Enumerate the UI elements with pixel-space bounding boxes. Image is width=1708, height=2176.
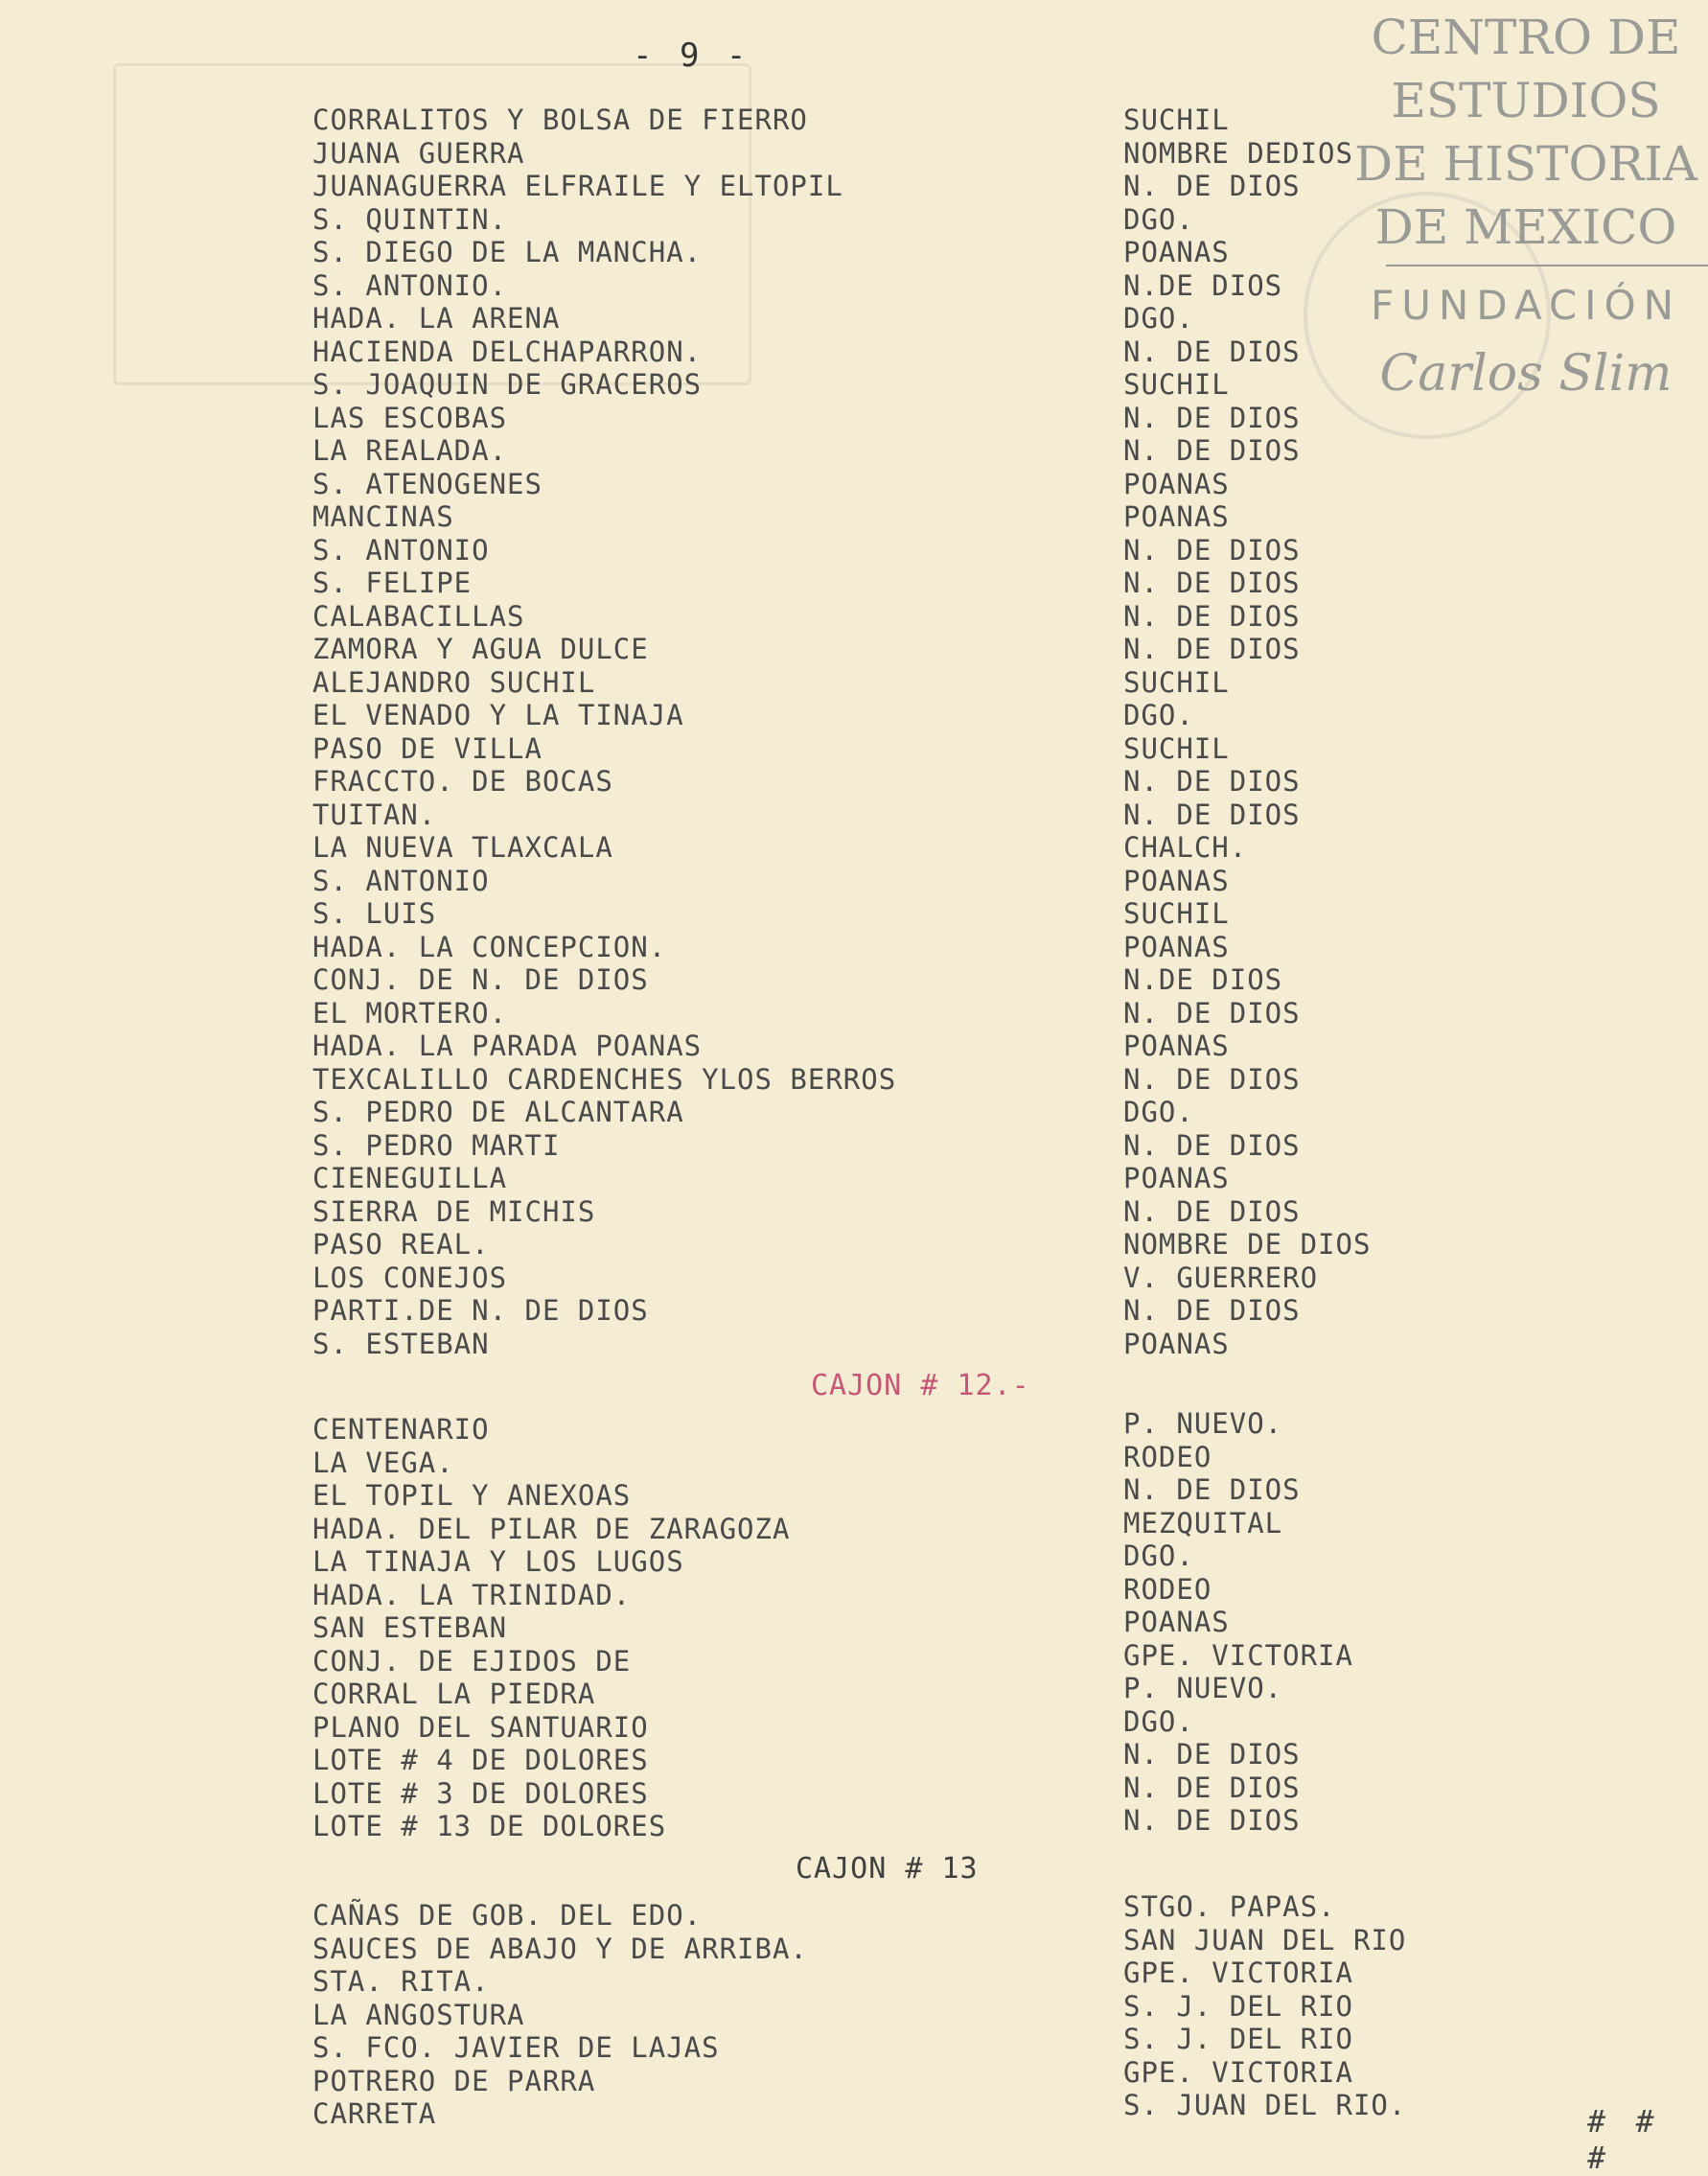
watermark-foundation: FUNDACIÓN <box>1370 282 1682 329</box>
municipality-name: DGO. <box>1123 302 1194 335</box>
municipality-name: POANAS <box>1123 930 1230 963</box>
place-name: CAÑAS DE GOB. DEL EDO. <box>312 1899 703 1932</box>
place-name: PARTI.DE N. DE DIOS <box>312 1294 649 1327</box>
municipality-name: N. DE DIOS <box>1123 170 1301 202</box>
municipality-name: RODEO <box>1123 1572 1212 1606</box>
watermark-line-1: CENTRO DE <box>1371 10 1681 65</box>
municipality-name: N. DE DIOS <box>1123 765 1301 798</box>
municipality-name: MEZQUITAL <box>1123 1506 1283 1539</box>
section2-municipalities <box>1123 1407 1353 1838</box>
cajon-13-heading: CAJON # 13 <box>796 1852 979 1886</box>
place-name: HADA. DEL PILAR DE ZARAGOZA <box>312 1512 791 1545</box>
municipality-name: POANAS <box>1123 500 1230 533</box>
place-name: TUITAN. <box>312 798 437 831</box>
place-name: LOS CONEJOS <box>312 1261 508 1294</box>
municipality-name: POANAS <box>1123 236 1230 268</box>
place-name: LA VEGA. <box>312 1446 454 1479</box>
municipality-name: SUCHIL <box>1123 897 1230 930</box>
municipality-name: DGO. <box>1123 1704 1194 1738</box>
municipality-name: SAN JUAN DEL RIO <box>1123 1923 1407 1956</box>
municipality-name: N. DE DIOS <box>1123 1804 1301 1837</box>
place-name: S. ANTONIO <box>312 864 490 897</box>
municipality-name: GPE. VICTORIA <box>1123 1956 1353 1989</box>
place-name: JUANA GUERRA <box>312 136 525 170</box>
place-name: EL VENADO Y LA TINAJA <box>312 699 684 731</box>
municipality-name: N. DE DIOS <box>1123 1473 1301 1506</box>
place-name: LA TINAJA Y LOS LUGOS <box>312 1545 684 1578</box>
place-name: CONJ. DE N. DE DIOS <box>312 963 649 996</box>
municipality-name: DGO. <box>1123 1539 1194 1572</box>
municipality-name: SUCHIL <box>1123 665 1230 699</box>
section3-places <box>312 1899 808 2131</box>
watermark-line-3: DE HISTORIA <box>1354 136 1697 192</box>
place-name: LOTE # 4 DE DOLORES <box>312 1744 649 1776</box>
place-name: PASO REAL. <box>312 1228 490 1261</box>
municipality-name: POANAS <box>1123 864 1230 897</box>
place-name: CORRALITOS Y BOLSA DE FIERRO <box>312 104 808 136</box>
municipality-name: N. DE DIOS <box>1123 1194 1301 1228</box>
municipality-name: RODEO <box>1123 1440 1212 1473</box>
municipality-name: N.DE DIOS <box>1123 268 1283 302</box>
municipality-name: POANAS <box>1123 1606 1230 1638</box>
municipality-name: NOMBRE DEDIOS <box>1123 136 1353 170</box>
page-number: - 9 - <box>633 36 750 75</box>
place-name: S. PEDRO DE ALCANTARA <box>312 1096 684 1128</box>
end-mark: # # # <box>1587 2103 1660 2176</box>
municipality-name: N. DE DIOS <box>1123 633 1301 665</box>
place-name: S. ANTONIO <box>312 533 490 567</box>
municipality-name: S. J. DEL RIO <box>1123 1989 1353 2023</box>
municipality-name: N. DE DIOS <box>1123 335 1301 368</box>
watermark-divider <box>1386 265 1708 266</box>
watermark-line-4: DE MEXICO <box>1374 199 1677 255</box>
municipality-name: GPE. VICTORIA <box>1123 1638 1353 1672</box>
municipality-name: GPE. VICTORIA <box>1123 2055 1353 2089</box>
place-name: LA ANGOSTURA <box>312 1998 525 2031</box>
municipality-name: S. J. DEL RIO <box>1123 2023 1353 2055</box>
place-name: CALABACILLAS <box>312 599 525 633</box>
municipality-name: POANAS <box>1123 467 1230 500</box>
municipality-name: SUCHIL <box>1123 368 1230 401</box>
place-name: SAUCES DE ABAJO Y DE ARRIBA. <box>312 1932 808 1965</box>
section1-municipalities <box>1123 104 1371 1360</box>
place-name: ZAMORA Y AGUA DULCE <box>312 633 649 665</box>
place-name: CARRETA <box>312 2097 437 2130</box>
place-name: LAS ESCOBAS <box>312 401 508 434</box>
municipality-name: N. DE DIOS <box>1123 401 1301 434</box>
place-name: CONJ. DE EJIDOS DE <box>312 1644 632 1678</box>
place-name: S. FELIPE <box>312 567 473 599</box>
place-name: S. LUIS <box>312 897 437 930</box>
place-name: CENTENARIO <box>312 1413 490 1446</box>
place-name: LOTE # 3 DE DOLORES <box>312 1776 649 1810</box>
place-name: HACIENDA DELCHAPARRON. <box>312 335 703 368</box>
municipality-name: N. DE DIOS <box>1123 996 1301 1030</box>
municipality-name: N. DE DIOS <box>1123 567 1301 599</box>
municipality-name: N. DE DIOS <box>1123 1128 1301 1162</box>
place-name: HADA. LA PARADA POANAS <box>312 1030 703 1062</box>
place-name: PLANO DEL SANTUARIO <box>312 1710 649 1744</box>
place-name: FRACCTO. DE BOCAS <box>312 765 613 798</box>
place-name: S. PEDRO MARTI <box>312 1128 561 1162</box>
municipality-name: V. GUERRERO <box>1123 1261 1319 1294</box>
place-name: LA REALADA. <box>312 434 508 467</box>
municipality-name: P. NUEVO. <box>1123 1407 1283 1440</box>
place-name: LOTE # 13 DE DOLORES <box>312 1810 667 1842</box>
place-name: EL MORTERO. <box>312 996 508 1030</box>
municipality-name: N. DE DIOS <box>1123 599 1301 633</box>
cajon-12-heading: CAJON # 12.- <box>811 1369 1030 1402</box>
place-name: S. FCO. JAVIER DE LAJAS <box>312 2031 720 2064</box>
municipality-name: S. JUAN DEL RIO. <box>1123 2089 1407 2121</box>
section1-places <box>312 104 896 1360</box>
municipality-name: CHALCH. <box>1123 831 1248 864</box>
section2-places <box>312 1413 790 1843</box>
place-name: EL TOPIL Y ANEXOAS <box>312 1479 632 1512</box>
municipality-name: P. NUEVO. <box>1123 1672 1283 1704</box>
place-name: STA. RITA. <box>312 1965 490 1998</box>
municipality-name: DGO. <box>1123 1096 1194 1128</box>
place-name: S. ATENOGENES <box>312 467 542 500</box>
place-name: HADA. LA TRINIDAD. <box>312 1578 632 1611</box>
place-name: S. QUINTIN. <box>312 202 508 236</box>
place-name: SIERRA DE MICHIS <box>312 1194 596 1228</box>
municipality-name: POANAS <box>1123 1327 1230 1360</box>
place-name: HADA. LA CONCEPCION. <box>312 930 667 963</box>
municipality-name: N. DE DIOS <box>1123 1738 1301 1771</box>
municipality-name: NOMBRE DE DIOS <box>1123 1228 1372 1261</box>
municipality-name: N. DE DIOS <box>1123 434 1301 467</box>
place-name: CIENEGUILLA <box>312 1162 508 1194</box>
place-name: HADA. LA ARENA <box>312 302 561 335</box>
watermark-signature: Carlos Slim <box>1379 345 1673 403</box>
place-name: S. ESTEBAN <box>312 1327 490 1360</box>
municipality-name: POANAS <box>1123 1162 1230 1194</box>
place-name: CORRAL LA PIEDRA <box>312 1678 596 1710</box>
municipality-name: STGO. PAPAS. <box>1123 1890 1336 1923</box>
place-name: SAN ESTEBAN <box>312 1611 508 1644</box>
place-name: TEXCALILLO CARDENCHES YLOS BERROS <box>312 1062 897 1096</box>
place-name: POTRERO DE PARRA <box>312 2064 596 2097</box>
place-name: S. JOAQUIN DE GRACEROS <box>312 368 703 401</box>
municipality-name: DGO. <box>1123 202 1194 236</box>
place-name: PASO DE VILLA <box>312 731 542 765</box>
municipality-name: SUCHIL <box>1123 731 1230 765</box>
section3-municipalities <box>1123 1890 1406 2122</box>
place-name: ALEJANDRO SUCHIL <box>312 665 596 699</box>
municipality-name: POANAS <box>1123 1030 1230 1062</box>
archive-watermark <box>1344 6 1708 412</box>
municipality-name: SUCHIL <box>1123 104 1230 136</box>
municipality-name: N. DE DIOS <box>1123 798 1301 831</box>
place-name: MANCINAS <box>312 500 454 533</box>
place-name: JUANAGUERRA ELFRAILE Y ELTOPIL <box>312 170 843 202</box>
municipality-name: N. DE DIOS <box>1123 533 1301 567</box>
watermark-line-2: ESTUDIOS <box>1391 73 1661 128</box>
municipality-name: N.DE DIOS <box>1123 963 1283 996</box>
municipality-name: N. DE DIOS <box>1123 1294 1301 1327</box>
municipality-name: N. DE DIOS <box>1123 1771 1301 1804</box>
place-name: LA NUEVA TLAXCALA <box>312 831 613 864</box>
place-name: S. DIEGO DE LA MANCHA. <box>312 236 703 268</box>
place-name: S. ANTONIO. <box>312 268 508 302</box>
municipality-name: DGO. <box>1123 699 1194 731</box>
municipality-name: N. DE DIOS <box>1123 1062 1301 1096</box>
